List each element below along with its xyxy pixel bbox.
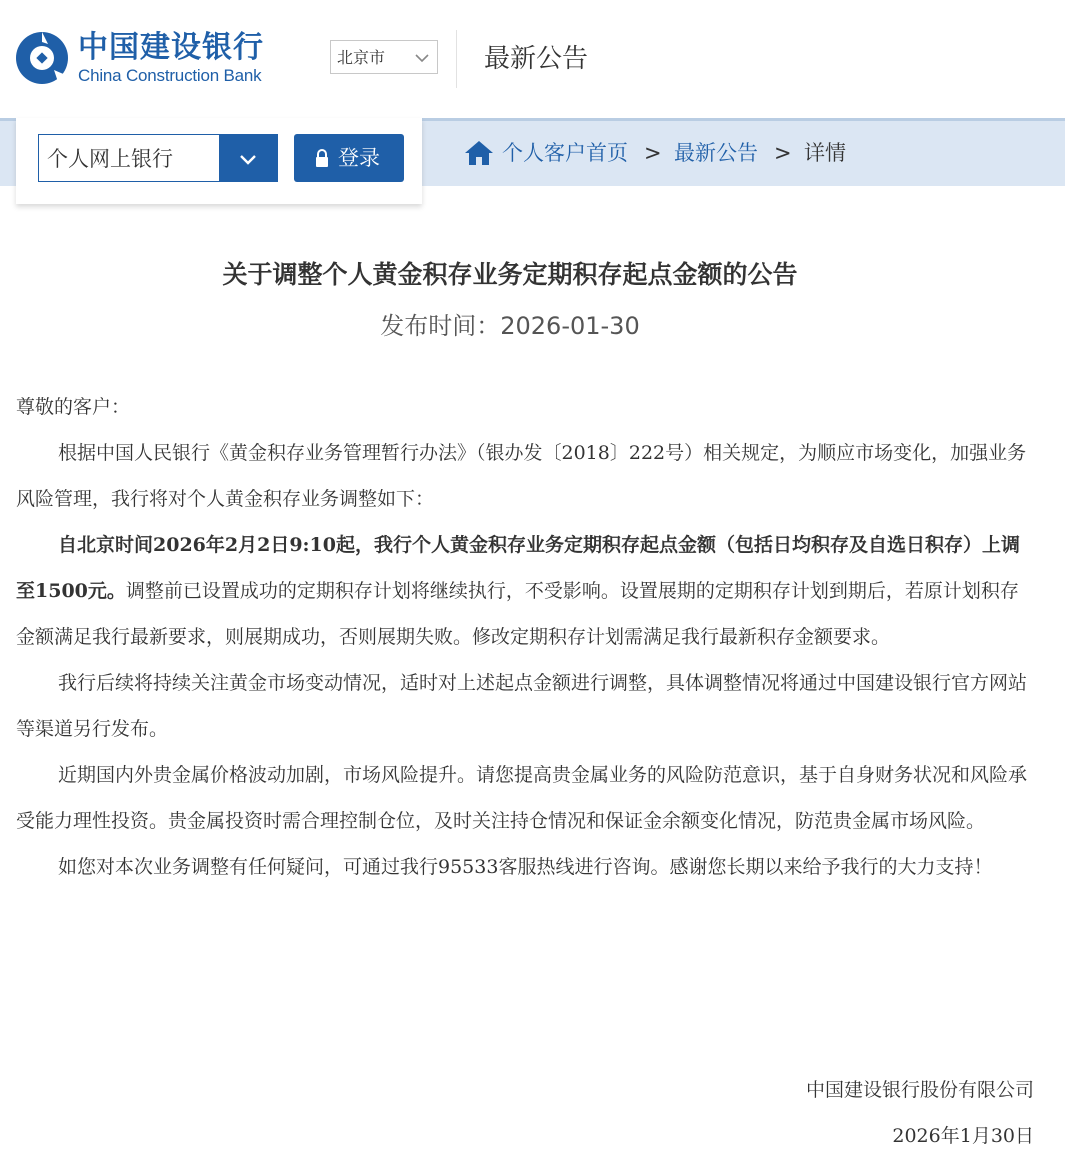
home-icon[interactable] <box>464 139 494 167</box>
login-button-label: 登录 <box>338 146 380 170</box>
article-title: 关于调整个人黄金积存业务定期积存起点金额的公告 <box>222 260 798 289</box>
header-divider <box>456 30 457 88</box>
paragraph: 近期国内外贵金属价格波动加剧，市场风险提升。请您提高贵金属业务的风险防范意识，基于自身财务状况和风险承受能力理性投资。贵金属投资时需合理控制仓位，及时关注持仓情况和保证金余额变化情况，防范贵金属市场风险。 <box>16 764 1028 832</box>
site-header <box>0 0 1065 118</box>
breadcrumb-home-link[interactable]: 个人客户首页 <box>502 141 628 165</box>
city-select[interactable] <box>330 40 438 74</box>
article-body <box>16 384 1034 890</box>
paragraph: 根据中国人民银行《黄金积存业务管理暂行办法》（银办发〔2018〕222号）相关规定，为顺应市场变化，加强业务风险管理，我行将对个人黄金积存业务调整如下： <box>16 442 1027 510</box>
bank-type-select[interactable] <box>38 134 278 182</box>
breadcrumb-current: 详情 <box>804 141 846 165</box>
login-button[interactable] <box>294 134 404 182</box>
salutation: 尊敬的客户： <box>16 396 131 418</box>
breadcrumb-section-link[interactable]: 最新公告 <box>674 141 758 165</box>
chevron-down-icon <box>413 49 431 67</box>
logo-chinese-name: 中国建设银行 <box>78 30 264 65</box>
paragraph-text: 调整前已设置成功的定期积存计划将继续执行，不受影响。设置展期的定期积存计划到期后，若原计划积存金额满足我行最新要求，则展期成功，否则展期失败。修改定期积存计划需满足我行最新积存金额要求。 <box>16 580 1019 648</box>
publish-time: 发布时间：2026-01-30 <box>380 312 640 340</box>
ccb-logo-icon <box>14 30 70 86</box>
ccb-logo[interactable] <box>14 30 314 90</box>
bank-type-dropdown-button[interactable] <box>219 135 277 181</box>
login-panel <box>16 118 422 204</box>
breadcrumb-separator: > <box>774 141 792 165</box>
lock-icon <box>314 148 330 168</box>
chevron-down-icon <box>238 149 258 169</box>
city-select-value: 北京市 <box>337 48 386 67</box>
section-title: 最新公告 <box>484 44 589 74</box>
signature-date: 2026年1月30日 <box>892 1125 1034 1147</box>
paragraph: 如您对本次业务调整有任何疑问，可通过我行95533客服热线进行咨询。感谢您长期以来给予我行的大力支持！ <box>58 856 993 878</box>
paragraph: 我行后续将持续关注黄金市场变动情况，适时对上述起点金额进行调整，具体调整情况将通过中国建设银行官方网站等渠道另行发布。 <box>16 672 1028 740</box>
highlighted-notice: 自北京时间2026年2月2日9:10起，我行个人黄金积存业务定期积存起点金额（包括日均积存及自选日积存）上调至1500元。 <box>16 534 1020 602</box>
signature: 中国建设银行股份有限公司 <box>805 1079 1034 1101</box>
bank-type-select-value: 个人网上银行 <box>47 147 173 171</box>
paragraph <box>16 522 1034 660</box>
logo-english-name: China Construction Bank <box>78 66 262 85</box>
breadcrumb-separator: > <box>644 141 662 165</box>
